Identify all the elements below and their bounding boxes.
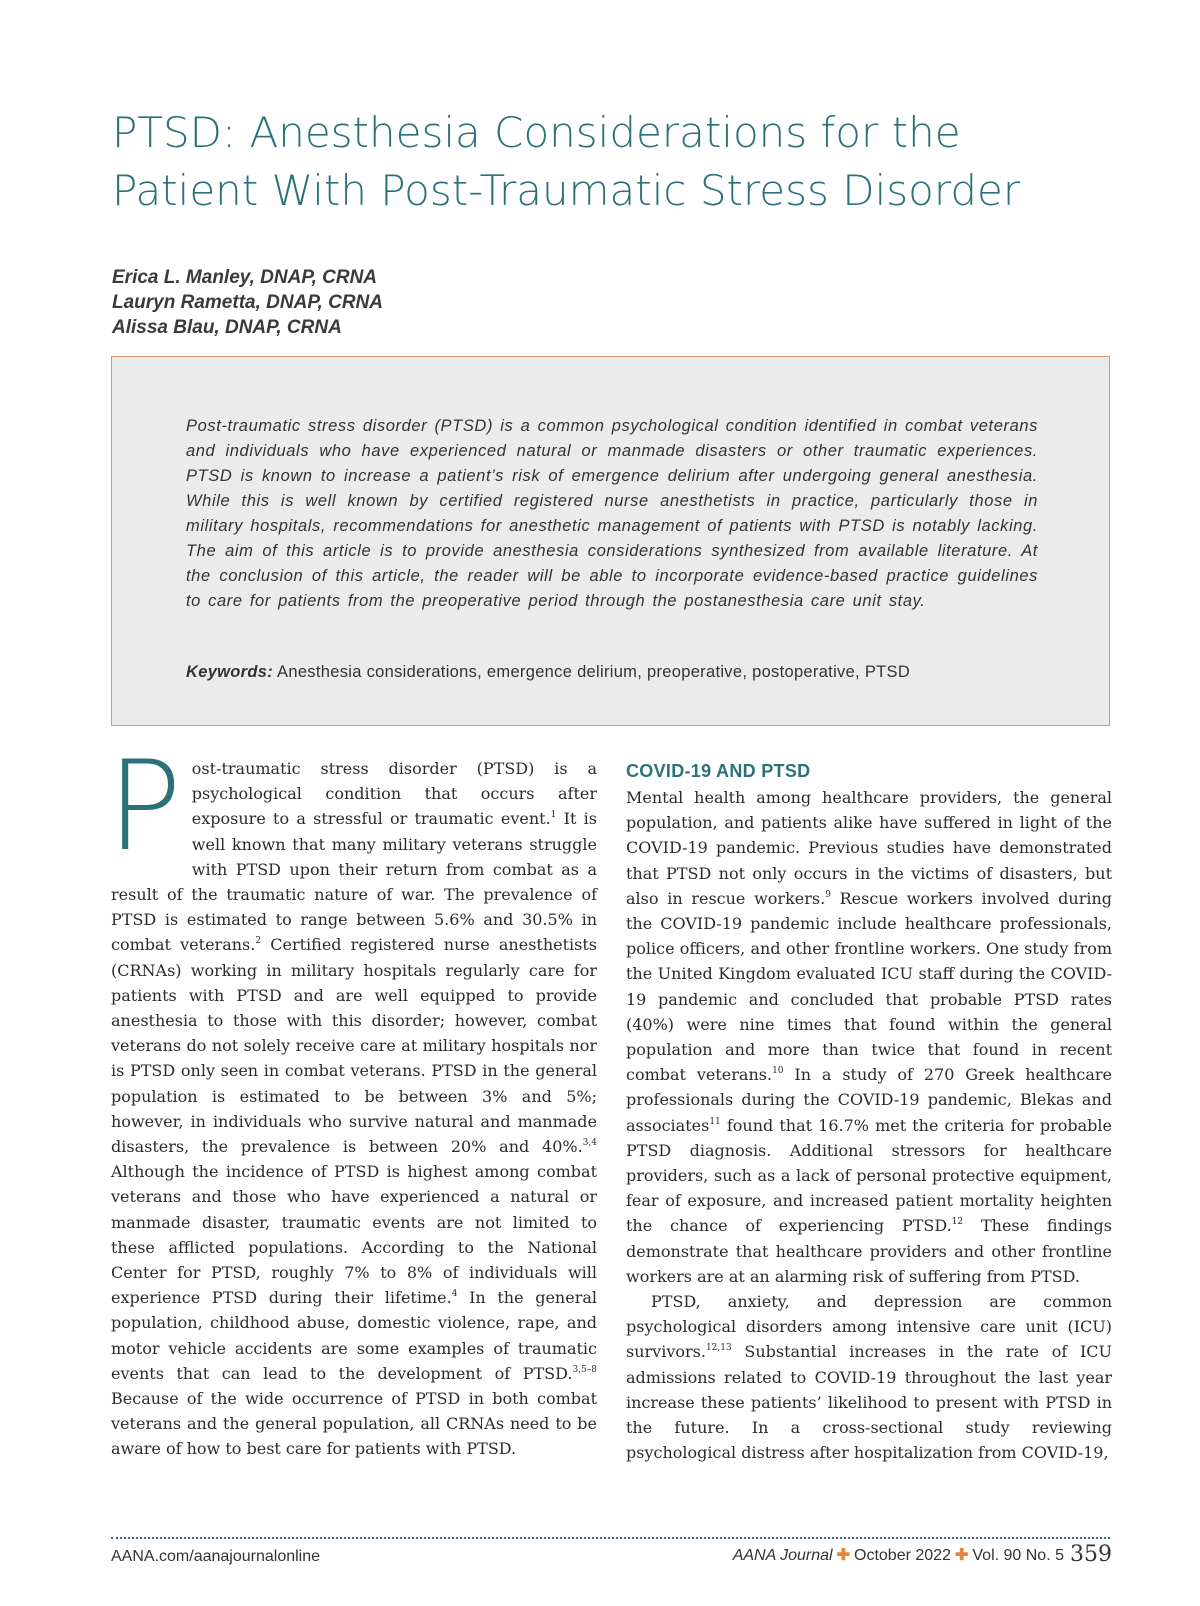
covid-text-4: found that 16.7% met the criteria for probable PTSD diagnosis. Additional stressors for healthcare providers, such as a lack of personal protective equipment, fear of exposure, and increased patient mortality heighten the chance of experiencing PTSD. <box>626 1115 1112 1236</box>
article-title <box>112 104 1112 220</box>
intro-text-4: Although the incidence of PTSD is highest among combat veterans and those who have experienced a natural or manmade disaster, traumatic events are not limited to these afflicted populations. According to the National Center for PTSD, roughly 7% to 8% of individuals will experience PTSD during their lifetime. <box>111 1162 597 1308</box>
covid-text-3: In a study of 270 Greek healthcare professionals during the COVID-19 pandemic, Blekas and associates <box>626 1065 1112 1135</box>
ref-3-5-8: 3,5–8 <box>572 1364 597 1375</box>
drop-cap: P <box>107 735 182 879</box>
covid-text-1: Mental health among healthcare providers, the general population, and patients alike have suffered in light of the COVID-19 pandemic. Previous studies have demonstrated that PTSD not only occurs in the victims of disasters, but also in rescue workers. <box>626 788 1112 908</box>
intro-text-3: Certified registered nurse anesthetists (CRNAs) working in military hospitals regularly care for patients with PTSD and are well equipped to provide anesthesia to those with this disorder; however, combat veterans do not solely receive care at military hospitals nor is PTSD only seen in combat veterans. PTSD in the general population is estimated to be between 3% and 5%; however, in individuals who survive natural and manmade disasters, the prevalence is between 20% and 40%. <box>111 935 598 1157</box>
ref-9: 9 <box>825 889 831 900</box>
cross-icon: ✚ <box>836 1547 851 1564</box>
ref-3-4: 3,4 <box>582 1138 597 1149</box>
covid-text-5: These findings demonstrate that healthcare providers and other frontline workers are at an alarming risk of suffering from PTSD. <box>626 1216 1112 1286</box>
cross-icon: ✚ <box>954 1547 969 1564</box>
abstract-text: Post-traumatic stress disorder (PTSD) is a common psychological condition identified in combat veterans and individuals who have experienced natural or manmade disasters or other traumatic experiences. PTSD is known to increase a patient’s risk of emergence delirium after undergoing general anesthesia. While this is well known by certified registered nurse anesthetists in practice, particularly those in military hospitals, recommendations for anesthetic management of patients with PTSD is notably lacking. The aim of this article is to provide anesthesia considerations synthesized from available literature. At the conclusion of this article, the reader will be able to incorporate evidence-based practice guidelines to care for patients from the preoperative period through the postanesthesia care unit stay. <box>186 417 1038 610</box>
keywords-label: Keywords: <box>186 663 274 681</box>
body-column-left <box>107 735 598 1462</box>
title-line-2: Patient With Post-Traumatic Stress Disorder <box>112 166 1021 215</box>
abstract-box <box>111 356 1110 726</box>
ref-2: 2 <box>255 936 262 947</box>
keywords <box>186 661 1056 683</box>
ref-12: 12 <box>951 1217 964 1228</box>
footer-volume: Vol. 90 No. 5 <box>972 1547 1064 1564</box>
footer-date: October 2022 <box>854 1547 951 1564</box>
covid-text-2: Rescue workers involved during the COVID-19 pandemic include healthcare professionals, police officers, and other frontline workers. One study from the United Kingdom evaluated ICU staff during the COVID-19 pandemic and concluded that probable PTSD rates (40%) were nine times that found within the general population and more than twice that found in recent combat veterans. <box>626 888 1113 1085</box>
ref-4: 4 <box>451 1289 458 1300</box>
author-3: Alissa Blau, DNAP, CRNA <box>112 317 342 338</box>
author-list <box>112 265 383 340</box>
ref-10: 10 <box>772 1066 784 1077</box>
footer-citation <box>733 1542 1112 1567</box>
body-column-right <box>626 760 1112 1465</box>
intro-text-5: In the general population, childhood abuse, domestic violence, rape, and motor vehicle accidents are some examples of traumatic events that can lead to the development of PTSD. <box>111 1288 598 1383</box>
footer-journal: AANA Journal <box>732 1547 833 1564</box>
section-heading-covid: COVID-19 AND PTSD <box>626 761 811 781</box>
footer-divider <box>111 1537 1110 1539</box>
covid-paragraph-2 <box>626 1289 1112 1465</box>
covid-paragraph-1 <box>626 785 1112 1289</box>
intro-text-1: ost-traumatic stress disorder (PTSD) is a psychological condition that occurs after exposure to a stressful or traumatic event. <box>191 759 597 829</box>
intro-paragraph <box>107 735 598 1462</box>
intro-text-2: It is well known that many military veterans struggle with PTSD upon their return from combat as a result of the traumatic nature of war. The prevalence of PTSD is estimated to range between 5.6% and 30.5% in combat veterans. <box>111 809 597 955</box>
keywords-list: Anesthesia considerations, emergence delirium, preoperative, postoperative, PTSD <box>277 663 911 681</box>
title-line-1: PTSD: Anesthesia Considerations for the <box>112 108 961 157</box>
ref-12-13: 12,13 <box>705 1343 732 1354</box>
covid-text-6: PTSD, anxiety, and depression are common psychological disorders among intensive care unit (ICU) survivors. <box>626 1292 1112 1362</box>
footer-website: AANA.com/aanajournalonline <box>111 1548 321 1565</box>
ref-1: 1 <box>550 810 557 821</box>
page-number: 359 <box>1070 1542 1112 1567</box>
author-2: Lauryn Rametta, DNAP, CRNA <box>112 292 383 313</box>
ref-11: 11 <box>709 1116 721 1127</box>
author-1: Erica L. Manley, DNAP, CRNA <box>112 267 378 288</box>
covid-text-7: Substantial increases in the rate of ICU admissions related to COVID-19 throughout the last year increase these patients’ likelihood to present with PTSD in the future. In a cross-sectional study reviewing psychological distress after hospitalization from COVID-19, <box>626 1342 1112 1463</box>
intro-text-6: Because of the wide occurrence of PTSD in both combat veterans and the general population, all CRNAs need to be aware of how to best care for patients with PTSD. <box>111 1389 597 1459</box>
